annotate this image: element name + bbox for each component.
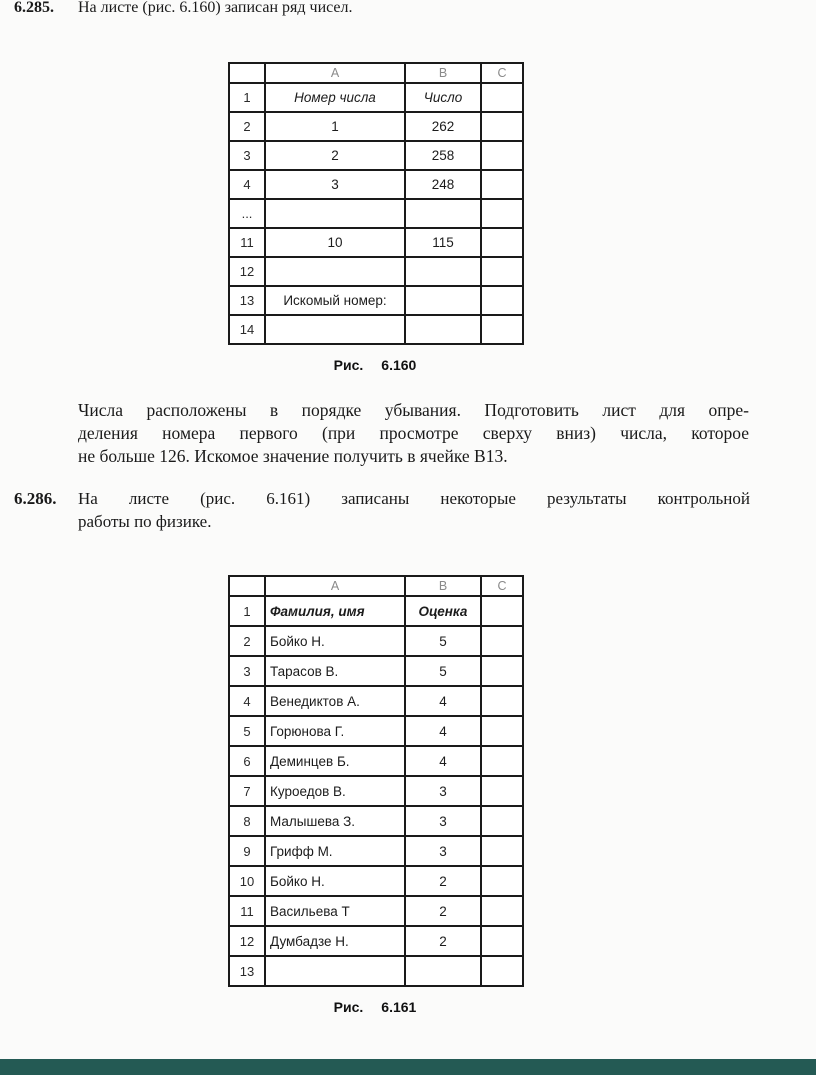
column-header-row [229,576,523,596]
figure-caption [228,357,522,373]
table-row [229,315,523,344]
cell: Бойко Н. [265,866,405,896]
cell: 4 [405,746,481,776]
problem-intro-line: На листе (рис. 6.161) записаны некоторые результаты контрольной [78,489,750,508]
cell [481,836,523,866]
row-number: 2 [229,112,265,141]
cell: 4 [405,686,481,716]
cell [481,656,523,686]
cell: 2 [405,896,481,926]
cell [481,170,523,199]
problem-intro-line: На листе (рис. 6.160) записан ряд чисел. [78,0,353,16]
row-number: 3 [229,656,265,686]
figure-caption [228,999,522,1015]
row-number: 7 [229,776,265,806]
cell: Васильева Т [265,896,405,926]
cell [481,228,523,257]
row-number: 5 [229,716,265,746]
cell: Тарасов В. [265,656,405,686]
row-number: 13 [229,956,265,986]
cell: Венедиктов А. [265,686,405,716]
column-header-A: A [265,576,405,596]
row-number: 2 [229,626,265,656]
table-row [229,926,523,956]
body-line: не больше 126. Искомое значение получить в ячейке B13. [78,446,508,466]
table-row [229,596,523,626]
problem-6-286-heading [14,487,750,533]
cell [481,866,523,896]
cell: 10 [265,228,405,257]
figure-caption-label: Рис. [333,357,364,373]
row-number: 6 [229,746,265,776]
column-header-row [229,63,523,83]
cell [481,199,523,228]
cell [481,315,523,344]
spreadsheet-6-161 [228,575,524,987]
row-number: 11 [229,228,265,257]
cell [265,257,405,286]
cell: Фамилия, имя [265,596,405,626]
column-header-C: C [481,63,523,83]
cell [405,315,481,344]
cell [481,716,523,746]
table-row [229,686,523,716]
row-number: 11 [229,896,265,926]
cell: 2 [405,926,481,956]
problem-6-285-body [78,399,749,468]
row-number: 8 [229,806,265,836]
figure-6-160 [228,62,522,373]
cell: Число [405,83,481,112]
cell [405,956,481,986]
problem-number: 6.286. [14,489,57,508]
figure-caption-label: Рис. [333,999,364,1015]
cell [405,257,481,286]
cell [481,286,523,315]
cell [481,896,523,926]
row-number: 10 [229,866,265,896]
cell: Куроедов В. [265,776,405,806]
cell: Номер числа [265,83,405,112]
cell: 2 [265,141,405,170]
cell: 262 [405,112,481,141]
cell: 3 [405,836,481,866]
row-number: 1 [229,596,265,626]
table-row [229,228,523,257]
table-row [229,286,523,315]
row-number: 4 [229,170,265,199]
table-row [229,716,523,746]
table-row [229,83,523,112]
figure-6-161 [228,575,522,1015]
cell [481,776,523,806]
row-number: 13 [229,286,265,315]
table-row [229,626,523,656]
cell: 2 [405,866,481,896]
row-number: 14 [229,315,265,344]
cell [405,286,481,315]
row-number: 12 [229,926,265,956]
cell: 5 [405,656,481,686]
cell: 4 [405,716,481,746]
cell [265,199,405,228]
problem-number: 6.285. [14,0,54,16]
cell [481,926,523,956]
bottom-bar [0,1059,816,1075]
cell: Деминцев Б. [265,746,405,776]
row-number: 4 [229,686,265,716]
table-row [229,746,523,776]
cell [265,956,405,986]
spreadsheet-6-160 [228,62,524,345]
table-row [229,257,523,286]
cell: Оценка [405,596,481,626]
body-line: деления номера первого (при просмотре сверху вниз) числа, которое [78,423,749,443]
cell: Думбадзе Н. [265,926,405,956]
cell [481,806,523,836]
table-row [229,806,523,836]
column-header-A: A [265,63,405,83]
cell [481,257,523,286]
cell: 115 [405,228,481,257]
cell: Искомый номер: [265,286,405,315]
column-header-B: B [405,63,481,83]
cell: Малышева З. [265,806,405,836]
row-number: 12 [229,257,265,286]
cell [481,141,523,170]
table-row [229,776,523,806]
corner-cell [229,63,265,83]
row-number: ... [229,199,265,228]
table-row [229,656,523,686]
cell [481,626,523,656]
row-number: 9 [229,836,265,866]
cell: 5 [405,626,481,656]
column-header-C: C [481,576,523,596]
table-row [229,836,523,866]
table-row [229,866,523,896]
cell: 258 [405,141,481,170]
cell [405,199,481,228]
cell [481,83,523,112]
cell [481,686,523,716]
table-row [229,956,523,986]
cell [481,746,523,776]
corner-cell [229,576,265,596]
problem-6-285-heading [14,0,750,19]
row-number: 1 [229,83,265,112]
cell [481,112,523,141]
cell [265,315,405,344]
table-row [229,170,523,199]
cell: Горюнова Г. [265,716,405,746]
figure-caption-number: 6.161 [381,999,417,1015]
table-row [229,896,523,926]
cell: 248 [405,170,481,199]
cell [481,596,523,626]
problem-intro-line: работы по физике. [78,512,212,531]
cell: Бойко Н. [265,626,405,656]
figure-caption-number: 6.160 [381,357,417,373]
column-header-B: B [405,576,481,596]
cell: Грифф М. [265,836,405,866]
cell: 3 [405,776,481,806]
cell: 1 [265,112,405,141]
table-row [229,112,523,141]
cell [481,956,523,986]
cell: 3 [265,170,405,199]
body-line: Числа расположены в порядке убывания. Подготовить лист для опре- [78,400,749,420]
cell: 3 [405,806,481,836]
table-row [229,141,523,170]
row-number: 3 [229,141,265,170]
table-row [229,199,523,228]
